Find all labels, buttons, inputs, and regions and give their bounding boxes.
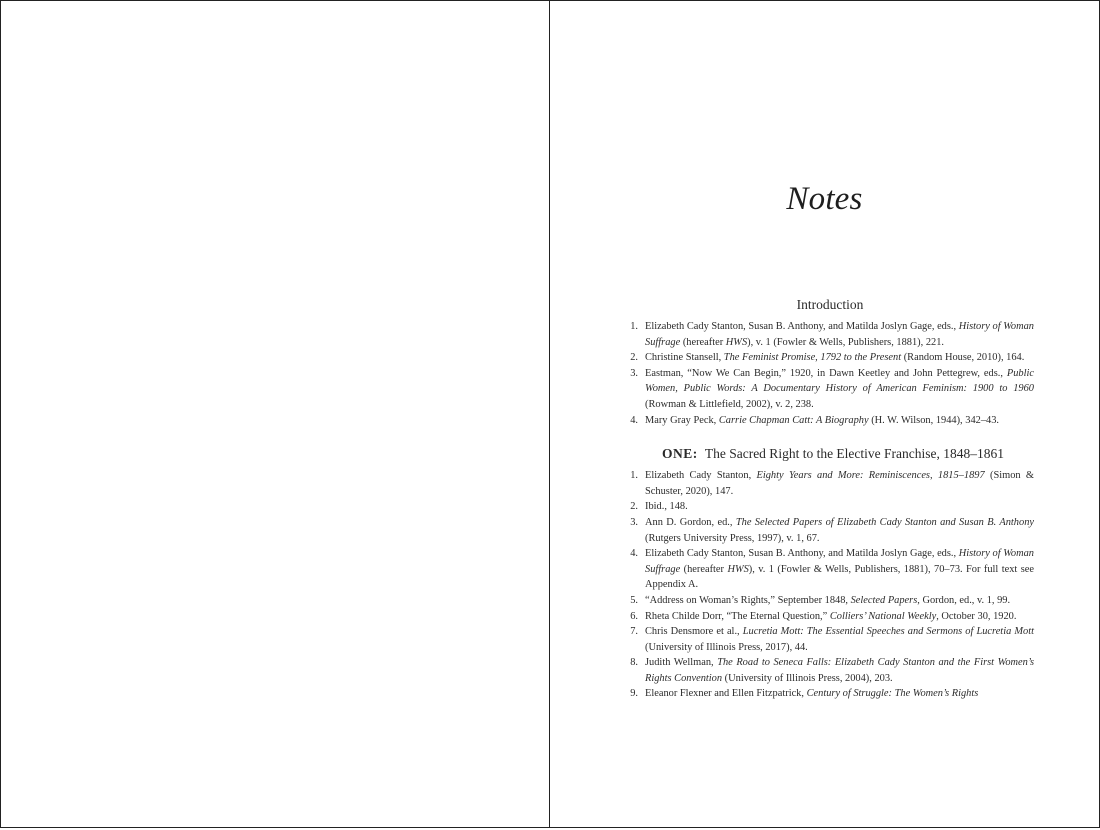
notes-body — [626, 297, 1034, 702]
note-text: Judith Wellman, The Road to Seneca Falls: Elizabeth Cady Stanton and the First Women’s Rights Convention (University of Illinois Press, 2004), 203. — [645, 657, 1034, 684]
note-item — [626, 499, 1034, 515]
left-page-blank — [0, 0, 551, 828]
note-item — [626, 468, 1034, 499]
section-heading-label: Introduction — [796, 297, 864, 312]
note-item — [626, 413, 1034, 429]
page-title: Notes — [786, 181, 863, 217]
note-item — [626, 319, 1034, 350]
note-number: 4. — [630, 414, 638, 426]
section-heading-label: The Sacred Right to the Elective Franchise, 1848–1861 — [704, 446, 1005, 462]
notes-section-introduction — [626, 297, 1034, 428]
note-number: 1. — [630, 321, 638, 332]
right-page — [549, 0, 1100, 828]
note-item — [626, 546, 1034, 593]
note-text: Rheta Childe Dorr, “The Eternal Question,” Colliers’ National Weekly, October 30, 1920. — [645, 610, 1017, 622]
note-text: Mary Gray Peck, Carrie Chapman Catt: A Biography (H. W. Wilson, 1944), 342–43. — [645, 414, 1000, 426]
note-item — [626, 609, 1034, 625]
note-number: 9. — [630, 688, 638, 700]
note-text: “Address on Woman’s Rights,” September 1848, Selected Papers, Gordon, ed., v. 1, 99. — [645, 594, 1011, 606]
note-text: Elizabeth Cady Stanton, Susan B. Anthony, and Matilda Joslyn Gage, eds., History of Woman Suffrage (hereafter HWS), v. 1 (Fowler & Wells, Publishers, 1881), 221. — [645, 321, 1034, 348]
note-item — [626, 350, 1034, 366]
note-item — [626, 686, 1034, 702]
section-heading — [626, 297, 1034, 313]
note-item — [626, 655, 1034, 686]
note-text: Eleanor Flexner and Ellen Fitzpatrick, Century of Struggle: The Women’s Rights — [645, 688, 979, 700]
note-number: 8. — [630, 657, 638, 669]
note-number: 2. — [630, 501, 638, 513]
note-number: 3. — [630, 516, 638, 528]
note-text: Christine Stansell, The Feminist Promise, 1792 to the Present (Random House, 2010), 164. — [645, 352, 1025, 364]
note-text: Eastman, “Now We Can Begin,” 1920, in Dawn Keetley and John Pettegrew, eds., Public Women, Public Words: A Documentary History of American Feminism: 1900 to 1960 (Rowman & Littlefield, 2002), v. 2, 238. — [645, 367, 1034, 410]
note-text: Elizabeth Cady Stanton, Susan B. Anthony, and Matilda Joslyn Gage, eds., History of Woman Suffrage (hereafter HWS), v. 1 (Fowler & Wells, Publishers, 1881), 70–73. For full text see Appendix A. — [645, 548, 1034, 591]
note-text: Chris Densmore et al., Lucretia Mott: The Essential Speeches and Sermons of Lucretia Mott (University of Illinois Press, 2017), 44. — [645, 626, 1034, 653]
chapter-number: ONE: — [661, 446, 698, 462]
note-item — [626, 624, 1034, 655]
note-number: 5. — [630, 594, 638, 606]
note-item — [626, 366, 1034, 413]
note-number: 7. — [630, 626, 638, 638]
note-item — [626, 515, 1034, 546]
note-number: 2. — [630, 352, 638, 364]
note-item — [626, 593, 1034, 609]
note-text: Ibid., 148. — [645, 501, 688, 513]
notes-list — [626, 468, 1034, 702]
note-text: Ann D. Gordon, ed., The Selected Papers of Elizabeth Cady Stanton and Susan B. Anthony (Rutgers University Press, 1997), v. 1, 67. — [645, 516, 1035, 544]
note-number: 4. — [630, 548, 638, 560]
note-number: 6. — [630, 610, 638, 622]
notes-list — [626, 319, 1034, 428]
note-text: Elizabeth Cady Stanton, Eighty Years and More: Reminiscences, 1815–1897 (Simon & Schuster, 2020), 147. — [645, 470, 1034, 497]
note-number: 1. — [630, 470, 638, 482]
notes-section-chapter-one — [626, 446, 1034, 702]
section-heading — [626, 446, 1034, 462]
note-number: 3. — [630, 367, 638, 379]
